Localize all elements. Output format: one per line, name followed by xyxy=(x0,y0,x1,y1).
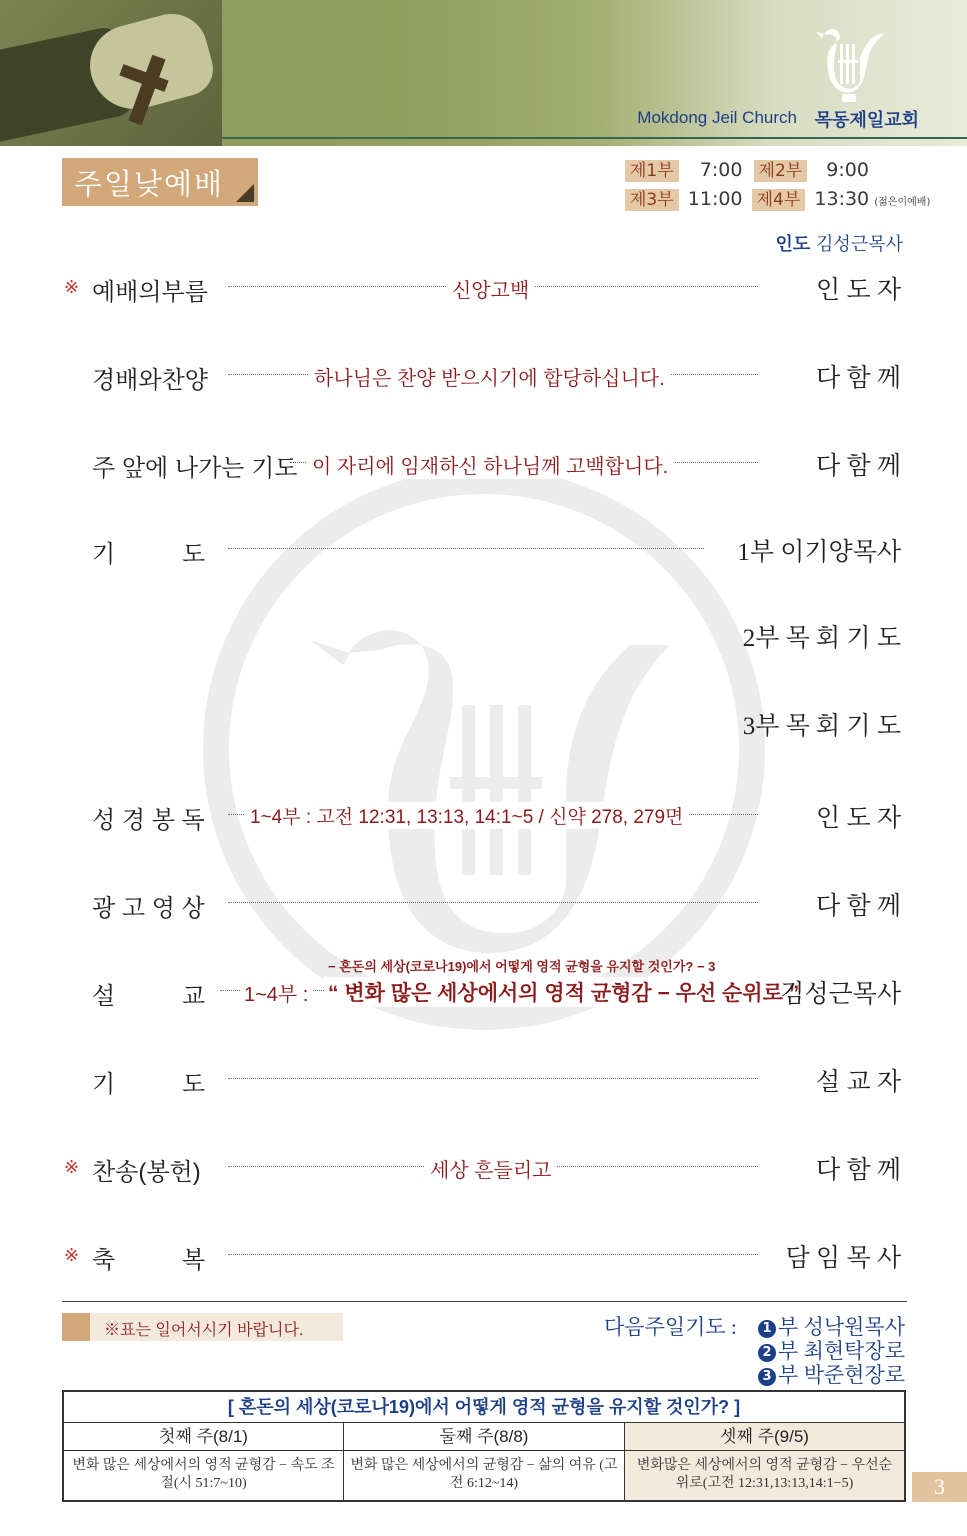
sermon-series-table xyxy=(62,1390,906,1502)
week-3-body: 변화많은 세상에서의 영적 균형감 − 우선순위로(고전 12:31,13:13,14:1−5) xyxy=(636,1458,893,1491)
order-row-video xyxy=(0,884,967,924)
standing-mark: ※ xyxy=(64,1245,80,1266)
number-3-badge: 3 xyxy=(758,1368,776,1386)
sermon-prefix: 1~4부 : xyxy=(240,978,312,1007)
call-person: 인 도 자 xyxy=(816,277,901,304)
header-rule xyxy=(222,137,967,139)
page-number: 3 xyxy=(912,1472,967,1502)
leader-dots xyxy=(228,1254,758,1255)
call-content: 신앙고백 xyxy=(446,274,535,303)
call-label: 예배의부름 xyxy=(92,279,208,306)
week-2-head: 둘째 주(8/8) xyxy=(344,1423,624,1451)
next-prayer-label: 다음주일기도 : xyxy=(604,1315,737,1339)
order-row-call xyxy=(0,268,967,308)
benediction-person: 담 임 목 사 xyxy=(785,1245,901,1272)
series-title: [ 혼돈의 세상(코로나19)에서 어떻게 영적 균형을 유지할 것인가? ] xyxy=(64,1392,904,1423)
prayer-label-2: 도 xyxy=(182,541,206,568)
order-row-prayer-3 xyxy=(0,704,967,744)
week-3-head: 셋째 주(9/5) xyxy=(625,1423,904,1451)
leader-label: 인도 xyxy=(775,234,811,255)
scripture-person: 인 도 자 xyxy=(816,805,901,832)
order-row-scripture xyxy=(0,796,967,836)
service-1-time: 7:00 xyxy=(699,159,743,181)
prayer-person-3: 3부 목 회 기 도 xyxy=(742,713,901,740)
prayer-person-1: 1부 이기양목사 xyxy=(737,539,901,566)
church-name-en: Mokdong Jeil Church xyxy=(637,108,797,127)
order-row-prayer2 xyxy=(0,1060,967,1100)
scripture-content: 1~4부 : 고전 12:31, 13:13, 14:1~5 / 신약 278, 279면 xyxy=(244,802,689,829)
order-row-prayer xyxy=(0,530,967,570)
church-name-ko: 목동제일교회 xyxy=(814,110,919,130)
lyre-dove-icon xyxy=(808,24,886,110)
prayer-person-2: 2부 목 회 기 도 xyxy=(742,625,901,652)
praise-content: 하나님은 찬양 받으시기에 합당하십니다. xyxy=(308,362,671,391)
next-prayer-item-2: 2 부 최현탁장로 xyxy=(758,1335,905,1365)
sermon-title: “ 변화 많은 세상에서의 영적 균형감 − 우선 순위로 ” xyxy=(324,977,803,1007)
service-times-row2 xyxy=(625,185,930,210)
confession-content: 이 자리에 임재하신 하나님께 고백합니다. xyxy=(306,450,674,479)
week-1-body: 변화 많은 세상에서의 영적 균형감 − 속도 조절(시 51:7~10) xyxy=(72,1458,335,1491)
note-accent xyxy=(62,1313,90,1341)
scripture-label: 성 경 봉 독 xyxy=(92,807,205,834)
next-prayer-item-1: 1 부 성낙원목사 xyxy=(758,1311,905,1341)
service-2-time: 9:00 xyxy=(826,159,869,181)
praying-hands-photo xyxy=(0,0,222,146)
worship-leader xyxy=(776,230,903,256)
sermon-label-2: 교 xyxy=(182,983,206,1010)
hymn-label: 찬송(봉헌) xyxy=(92,1159,201,1186)
service-4-label: 제4부 xyxy=(752,189,806,211)
leader-dots xyxy=(228,548,704,549)
praise-person: 다 함 께 xyxy=(816,365,901,392)
number-1-badge: 1 xyxy=(758,1320,776,1338)
section-divider xyxy=(62,1301,907,1302)
title-corner-mark xyxy=(236,184,254,202)
standing-mark: ※ xyxy=(64,1157,80,1178)
sermon-series-subtitle: − 혼돈의 세상(코로나19)에서 어떻게 영적 균형을 유지할 것인가? − 3 xyxy=(328,959,716,974)
sermon-label-1: 설 xyxy=(92,983,116,1010)
confession-person: 다 함 께 xyxy=(816,453,901,480)
hymn-person: 다 함 께 xyxy=(816,1157,901,1184)
order-row-sermon xyxy=(0,959,967,1012)
prayer2-person: 설 교 자 xyxy=(816,1069,901,1096)
hymn-content: 세상 흔들리고 xyxy=(424,1154,557,1183)
series-week-3 xyxy=(625,1423,904,1500)
number-2-badge: 2 xyxy=(758,1344,776,1362)
sermon-person: 김성근목사 xyxy=(780,981,901,1008)
confession-label: 주 앞에 나가는 기도 xyxy=(92,455,298,482)
order-row-prayer-2 xyxy=(0,616,967,656)
order-row-benediction xyxy=(0,1236,967,1276)
service-4-time: 13:30 xyxy=(814,188,870,210)
order-row-confession xyxy=(0,444,967,484)
week-1-head: 첫째 주(8/1) xyxy=(64,1423,343,1451)
praise-label: 경배와찬양 xyxy=(92,367,208,394)
order-row-hymn xyxy=(0,1148,967,1188)
service-3-label: 제3부 xyxy=(625,189,679,211)
standing-mark: ※ xyxy=(64,277,80,298)
service-3-time: 11:00 xyxy=(687,188,743,210)
prayer2-label-2: 도 xyxy=(182,1071,206,1098)
series-week-2 xyxy=(344,1423,625,1500)
prayer2-label-1: 기 xyxy=(92,1071,116,1098)
page-title: 주일낮예배 xyxy=(74,167,225,201)
video-label: 광 고 영 상 xyxy=(92,895,205,922)
service-4-note: (젊은이예배) xyxy=(874,197,931,208)
benediction-label-2: 복 xyxy=(182,1247,206,1274)
series-week-1 xyxy=(64,1423,344,1500)
leader-dots xyxy=(228,1078,758,1079)
next-prayer-item-3: 3 부 박준현장로 xyxy=(758,1359,905,1389)
leader-name: 김성근목사 xyxy=(816,234,903,255)
service-times-row1 xyxy=(625,156,869,181)
service-2-label: 제2부 xyxy=(754,160,808,182)
week-2-body: 변화 많은 세상에서의 균형감 − 삶의 여유 (고전 6:12~14) xyxy=(350,1458,618,1491)
service-1-label: 제1부 xyxy=(625,160,679,182)
order-row-praise xyxy=(0,356,967,396)
standing-note: ※표는 일어서시기 바랍니다. xyxy=(104,1322,304,1339)
benediction-label-1: 축 xyxy=(92,1247,116,1274)
leader-dots xyxy=(228,902,758,903)
prayer-label-1: 기 xyxy=(92,541,116,568)
video-person: 다 함 께 xyxy=(816,893,901,920)
